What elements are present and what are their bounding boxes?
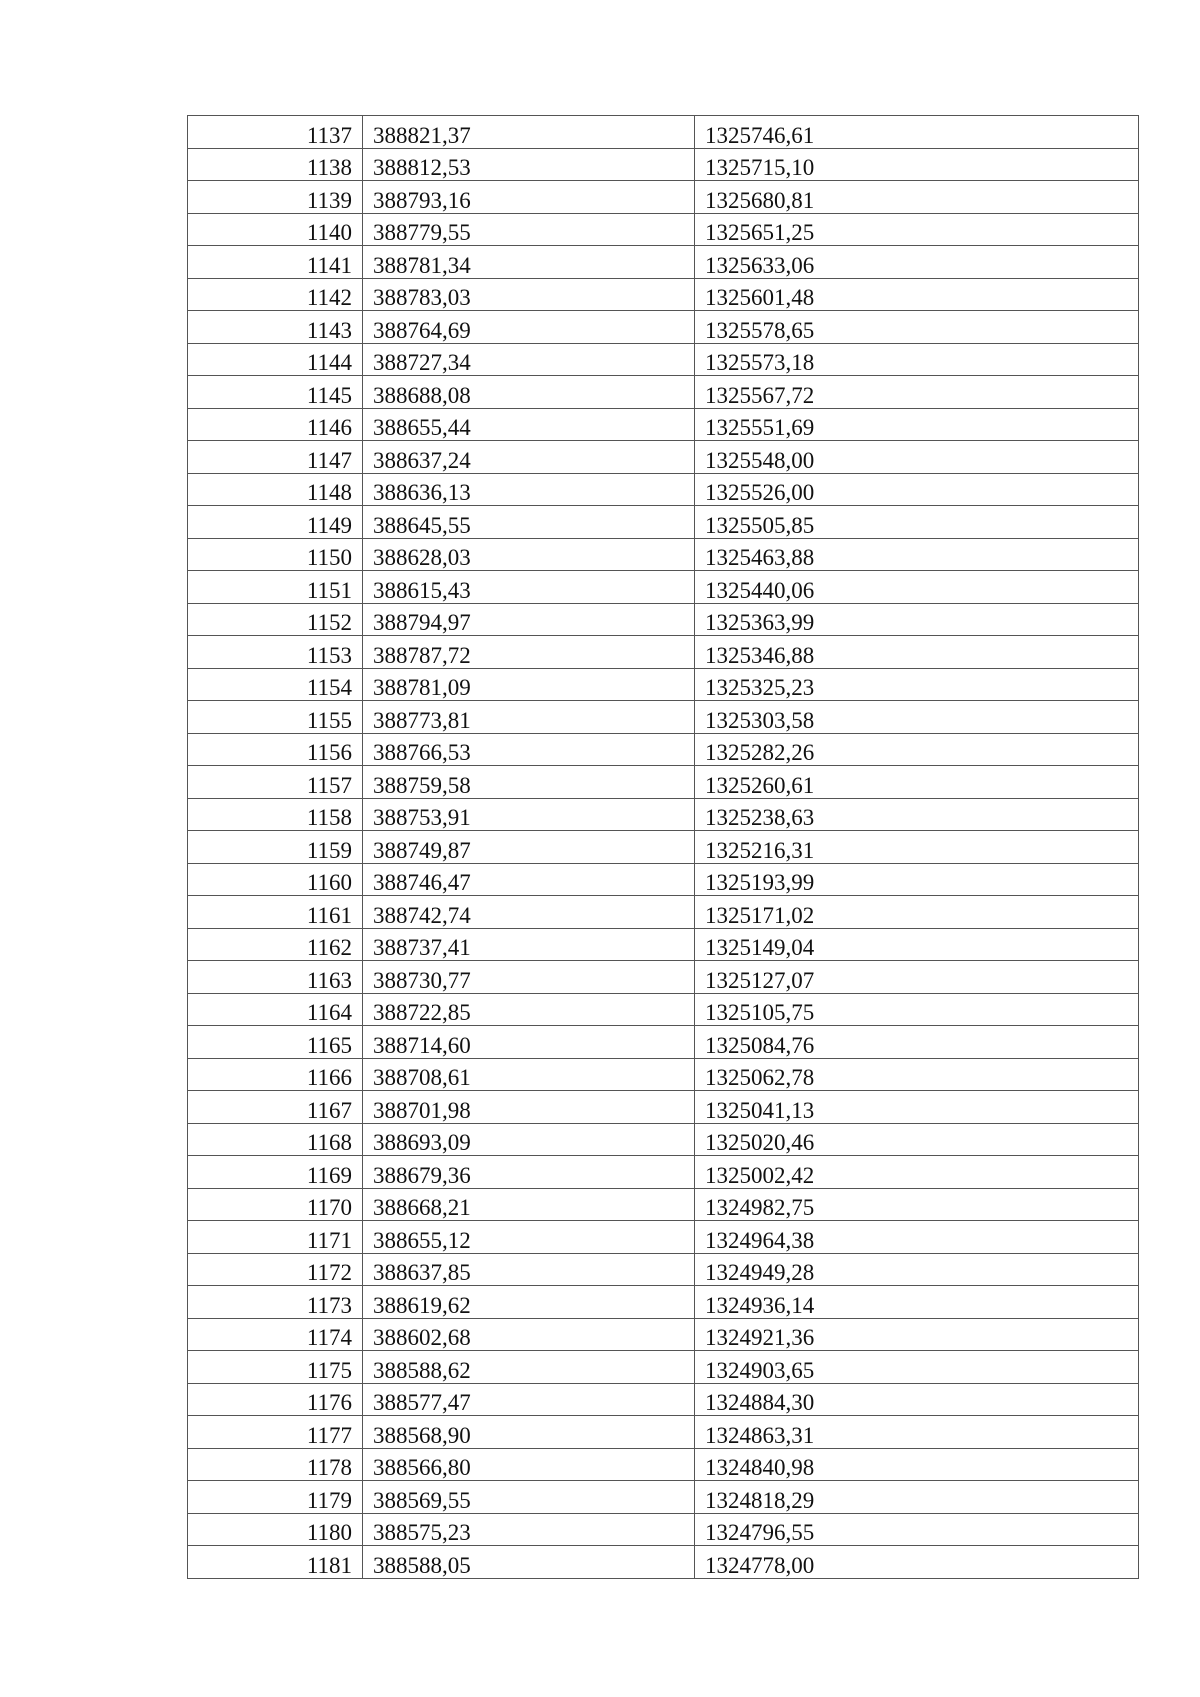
table-row [188,1513,1139,1546]
table-row [188,473,1139,506]
table-row [188,1448,1139,1481]
point-number-cell: 1148 [188,473,363,506]
x-coordinate-cell: 388655,12 [363,1221,695,1254]
point-number-cell: 1160 [188,863,363,896]
y-coordinate-cell: 1325440,06 [695,571,1139,604]
point-number-cell: 1169 [188,1156,363,1189]
x-coordinate-cell: 388742,74 [363,896,695,929]
coordinates-table [187,115,1139,1579]
table-row [188,1546,1139,1579]
y-coordinate-cell: 1325746,61 [695,116,1139,149]
y-coordinate-cell: 1325193,99 [695,863,1139,896]
table-row [188,993,1139,1026]
x-coordinate-cell: 388588,05 [363,1546,695,1579]
table-row [188,863,1139,896]
point-number-cell: 1159 [188,831,363,864]
point-number-cell: 1144 [188,343,363,376]
x-coordinate-cell: 388628,03 [363,538,695,571]
x-coordinate-cell: 388588,62 [363,1351,695,1384]
table-row [188,831,1139,864]
y-coordinate-cell: 1325105,75 [695,993,1139,1026]
y-coordinate-cell: 1324884,30 [695,1383,1139,1416]
point-number-cell: 1151 [188,571,363,604]
y-coordinate-cell: 1325127,07 [695,961,1139,994]
x-coordinate-cell: 388575,23 [363,1513,695,1546]
x-coordinate-cell: 388781,09 [363,668,695,701]
y-coordinate-cell: 1325578,65 [695,311,1139,344]
table-row [188,148,1139,181]
table-row [188,376,1139,409]
table-row [188,213,1139,246]
x-coordinate-cell: 388637,85 [363,1253,695,1286]
table-row [188,896,1139,929]
table-row [188,538,1139,571]
y-coordinate-cell: 1325238,63 [695,798,1139,831]
x-coordinate-cell: 388794,97 [363,603,695,636]
table-row [188,441,1139,474]
y-coordinate-cell: 1325002,42 [695,1156,1139,1189]
table-row [188,278,1139,311]
table-row [188,1123,1139,1156]
point-number-cell: 1152 [188,603,363,636]
point-number-cell: 1170 [188,1188,363,1221]
y-coordinate-cell: 1325041,13 [695,1091,1139,1124]
y-coordinate-cell: 1325084,76 [695,1026,1139,1059]
table-row [188,668,1139,701]
y-coordinate-cell: 1324903,65 [695,1351,1139,1384]
point-number-cell: 1165 [188,1026,363,1059]
point-number-cell: 1177 [188,1416,363,1449]
y-coordinate-cell: 1325171,02 [695,896,1139,929]
y-coordinate-cell: 1324949,28 [695,1253,1139,1286]
y-coordinate-cell: 1325505,85 [695,506,1139,539]
y-coordinate-cell: 1325149,04 [695,928,1139,961]
x-coordinate-cell: 388783,03 [363,278,695,311]
table-row [188,1286,1139,1319]
table-row [188,246,1139,279]
y-coordinate-cell: 1325633,06 [695,246,1139,279]
table-row [188,1383,1139,1416]
point-number-cell: 1147 [188,441,363,474]
x-coordinate-cell: 388714,60 [363,1026,695,1059]
y-coordinate-cell: 1324840,98 [695,1448,1139,1481]
table-row [188,1481,1139,1514]
table-row [188,961,1139,994]
table-row [188,1188,1139,1221]
point-number-cell: 1137 [188,116,363,149]
y-coordinate-cell: 1325260,61 [695,766,1139,799]
point-number-cell: 1157 [188,766,363,799]
x-coordinate-cell: 388655,44 [363,408,695,441]
point-number-cell: 1180 [188,1513,363,1546]
x-coordinate-cell: 388787,72 [363,636,695,669]
table-row [188,1351,1139,1384]
x-coordinate-cell: 388708,61 [363,1058,695,1091]
x-coordinate-cell: 388637,24 [363,441,695,474]
y-coordinate-cell: 1325346,88 [695,636,1139,669]
point-number-cell: 1150 [188,538,363,571]
table-row [188,636,1139,669]
table-row [188,181,1139,214]
y-coordinate-cell: 1325363,99 [695,603,1139,636]
table-row [188,1156,1139,1189]
point-number-cell: 1145 [188,376,363,409]
point-number-cell: 1163 [188,961,363,994]
table-row [188,1091,1139,1124]
point-number-cell: 1139 [188,181,363,214]
table-row [188,1416,1139,1449]
y-coordinate-cell: 1325325,23 [695,668,1139,701]
point-number-cell: 1162 [188,928,363,961]
point-number-cell: 1173 [188,1286,363,1319]
y-coordinate-cell: 1324796,55 [695,1513,1139,1546]
point-number-cell: 1156 [188,733,363,766]
x-coordinate-cell: 388730,77 [363,961,695,994]
x-coordinate-cell: 388812,53 [363,148,695,181]
point-number-cell: 1143 [188,311,363,344]
table-row [188,1221,1139,1254]
x-coordinate-cell: 388602,68 [363,1318,695,1351]
table-row [188,766,1139,799]
table-row [188,733,1139,766]
y-coordinate-cell: 1324964,38 [695,1221,1139,1254]
table-row [188,928,1139,961]
x-coordinate-cell: 388727,34 [363,343,695,376]
x-coordinate-cell: 388615,43 [363,571,695,604]
point-number-cell: 1146 [188,408,363,441]
x-coordinate-cell: 388779,55 [363,213,695,246]
x-coordinate-cell: 388568,90 [363,1416,695,1449]
y-coordinate-cell: 1324778,00 [695,1546,1139,1579]
table-row [188,1253,1139,1286]
y-coordinate-cell: 1324936,14 [695,1286,1139,1319]
y-coordinate-cell: 1325680,81 [695,181,1139,214]
point-number-cell: 1161 [188,896,363,929]
x-coordinate-cell: 388749,87 [363,831,695,864]
x-coordinate-cell: 388773,81 [363,701,695,734]
point-number-cell: 1168 [188,1123,363,1156]
table-row [188,798,1139,831]
x-coordinate-cell: 388566,80 [363,1448,695,1481]
x-coordinate-cell: 388793,16 [363,181,695,214]
point-number-cell: 1179 [188,1481,363,1514]
y-coordinate-cell: 1325463,88 [695,538,1139,571]
y-coordinate-cell: 1325526,00 [695,473,1139,506]
y-coordinate-cell: 1325062,78 [695,1058,1139,1091]
x-coordinate-cell: 388645,55 [363,506,695,539]
y-coordinate-cell: 1324863,31 [695,1416,1139,1449]
y-coordinate-cell: 1325551,69 [695,408,1139,441]
x-coordinate-cell: 388764,69 [363,311,695,344]
point-number-cell: 1175 [188,1351,363,1384]
point-number-cell: 1178 [188,1448,363,1481]
point-number-cell: 1153 [188,636,363,669]
y-coordinate-cell: 1325020,46 [695,1123,1139,1156]
point-number-cell: 1155 [188,701,363,734]
x-coordinate-cell: 388821,37 [363,116,695,149]
point-number-cell: 1142 [188,278,363,311]
table-row [188,408,1139,441]
x-coordinate-cell: 388722,85 [363,993,695,1026]
y-coordinate-cell: 1325303,58 [695,701,1139,734]
x-coordinate-cell: 388577,47 [363,1383,695,1416]
point-number-cell: 1158 [188,798,363,831]
point-number-cell: 1172 [188,1253,363,1286]
table-row [188,311,1139,344]
point-number-cell: 1171 [188,1221,363,1254]
point-number-cell: 1166 [188,1058,363,1091]
x-coordinate-cell: 388737,41 [363,928,695,961]
x-coordinate-cell: 388766,53 [363,733,695,766]
y-coordinate-cell: 1325282,26 [695,733,1139,766]
point-number-cell: 1174 [188,1318,363,1351]
table-row [188,506,1139,539]
y-coordinate-cell: 1325573,18 [695,343,1139,376]
point-number-cell: 1141 [188,246,363,279]
table-row [188,1318,1139,1351]
point-number-cell: 1138 [188,148,363,181]
y-coordinate-cell: 1325651,25 [695,213,1139,246]
point-number-cell: 1149 [188,506,363,539]
x-coordinate-cell: 388759,58 [363,766,695,799]
y-coordinate-cell: 1325548,00 [695,441,1139,474]
y-coordinate-cell: 1325567,72 [695,376,1139,409]
table-row [188,1026,1139,1059]
y-coordinate-cell: 1324818,29 [695,1481,1139,1514]
point-number-cell: 1181 [188,1546,363,1579]
y-coordinate-cell: 1325715,10 [695,148,1139,181]
x-coordinate-cell: 388569,55 [363,1481,695,1514]
x-coordinate-cell: 388668,21 [363,1188,695,1221]
y-coordinate-cell: 1324982,75 [695,1188,1139,1221]
table-row [188,701,1139,734]
point-number-cell: 1164 [188,993,363,1026]
x-coordinate-cell: 388781,34 [363,246,695,279]
y-coordinate-cell: 1325601,48 [695,278,1139,311]
x-coordinate-cell: 388701,98 [363,1091,695,1124]
y-coordinate-cell: 1325216,31 [695,831,1139,864]
x-coordinate-cell: 388679,36 [363,1156,695,1189]
point-number-cell: 1176 [188,1383,363,1416]
point-number-cell: 1140 [188,213,363,246]
table-row [188,571,1139,604]
x-coordinate-cell: 388746,47 [363,863,695,896]
table-row [188,116,1139,149]
x-coordinate-cell: 388636,13 [363,473,695,506]
table-row [188,603,1139,636]
point-number-cell: 1154 [188,668,363,701]
x-coordinate-cell: 388753,91 [363,798,695,831]
x-coordinate-cell: 388693,09 [363,1123,695,1156]
coordinates-table-body [188,116,1139,1579]
y-coordinate-cell: 1324921,36 [695,1318,1139,1351]
x-coordinate-cell: 388619,62 [363,1286,695,1319]
x-coordinate-cell: 388688,08 [363,376,695,409]
table-row [188,1058,1139,1091]
table-row [188,343,1139,376]
point-number-cell: 1167 [188,1091,363,1124]
